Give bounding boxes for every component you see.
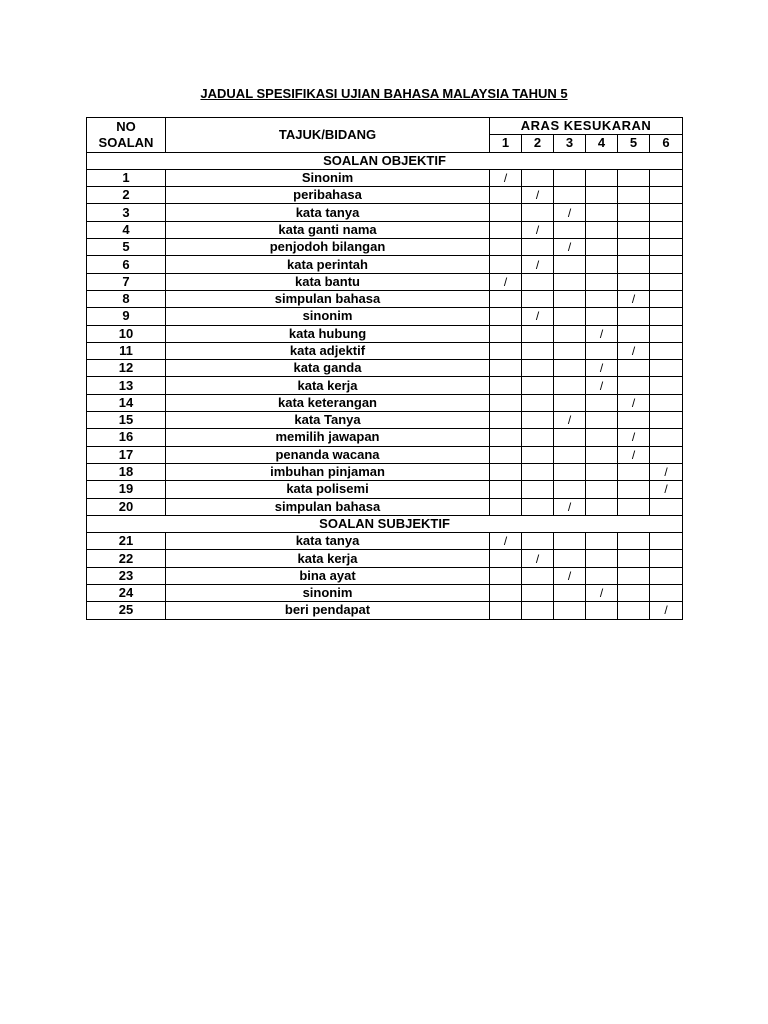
header-level-3: 3 xyxy=(554,135,586,152)
difficulty-cell xyxy=(490,394,522,411)
difficulty-cell xyxy=(650,498,683,515)
difficulty-cell xyxy=(650,169,683,186)
difficulty-cell xyxy=(618,187,650,204)
difficulty-cell xyxy=(522,481,554,498)
difficulty-cell xyxy=(522,567,554,584)
difficulty-cell xyxy=(490,239,522,256)
difficulty-cell xyxy=(650,446,683,463)
difficulty-cell xyxy=(522,273,554,290)
difficulty-cell xyxy=(650,360,683,377)
difficulty-mark: / xyxy=(650,602,683,619)
table-row xyxy=(87,429,683,446)
difficulty-cell xyxy=(490,221,522,238)
difficulty-cell xyxy=(650,377,683,394)
header-no-line2: SOALAN xyxy=(98,134,154,150)
header-level-1: 1 xyxy=(490,135,522,152)
difficulty-cell xyxy=(554,221,586,238)
difficulty-cell xyxy=(490,187,522,204)
difficulty-mark: / xyxy=(618,394,650,411)
question-number: 15 xyxy=(87,412,166,429)
difficulty-cell xyxy=(618,585,650,602)
question-topic: kata Tanya xyxy=(166,412,490,429)
difficulty-cell xyxy=(650,429,683,446)
difficulty-cell xyxy=(490,550,522,567)
question-number: 21 xyxy=(87,533,166,550)
difficulty-cell xyxy=(554,325,586,342)
difficulty-cell xyxy=(586,256,618,273)
difficulty-cell xyxy=(586,412,618,429)
difficulty-cell xyxy=(618,550,650,567)
difficulty-cell xyxy=(522,446,554,463)
difficulty-cell xyxy=(586,308,618,325)
table-row xyxy=(87,204,683,221)
header-level-5: 5 xyxy=(618,135,650,152)
table-row xyxy=(87,187,683,204)
difficulty-cell xyxy=(490,308,522,325)
difficulty-mark: / xyxy=(490,169,522,186)
table-row xyxy=(87,290,683,307)
difficulty-cell xyxy=(554,187,586,204)
table-row xyxy=(87,342,683,359)
question-topic: penjodoh bilangan xyxy=(166,239,490,256)
difficulty-cell xyxy=(490,204,522,221)
table-row xyxy=(87,239,683,256)
difficulty-cell xyxy=(554,446,586,463)
difficulty-cell xyxy=(490,585,522,602)
difficulty-cell xyxy=(490,481,522,498)
table-row xyxy=(87,360,683,377)
difficulty-cell xyxy=(650,567,683,584)
difficulty-cell xyxy=(586,239,618,256)
difficulty-cell xyxy=(522,204,554,221)
difficulty-mark: / xyxy=(522,308,554,325)
difficulty-cell xyxy=(554,533,586,550)
question-number: 12 xyxy=(87,360,166,377)
question-topic: sinonim xyxy=(166,585,490,602)
difficulty-cell xyxy=(618,481,650,498)
table-row xyxy=(87,169,683,186)
difficulty-cell xyxy=(618,256,650,273)
question-topic: kata keterangan xyxy=(166,394,490,411)
difficulty-cell xyxy=(586,290,618,307)
question-topic: kata adjektif xyxy=(166,342,490,359)
difficulty-cell xyxy=(650,187,683,204)
difficulty-mark: / xyxy=(586,377,618,394)
question-topic: bina ayat xyxy=(166,567,490,584)
question-number: 3 xyxy=(87,204,166,221)
difficulty-cell xyxy=(554,342,586,359)
question-number: 1 xyxy=(87,169,166,186)
difficulty-cell xyxy=(586,533,618,550)
difficulty-cell xyxy=(490,567,522,584)
table-row xyxy=(87,533,683,550)
header-level-4: 4 xyxy=(586,135,618,152)
question-topic: kata tanya xyxy=(166,533,490,550)
header-level-6: 6 xyxy=(650,135,683,152)
question-number: 13 xyxy=(87,377,166,394)
page-title: JADUAL SPESIFIKASI UJIAN BAHASA MALAYSIA TAHUN 5 xyxy=(200,86,568,101)
section-title: SOALAN SUBJEKTIF xyxy=(87,515,683,532)
difficulty-cell xyxy=(618,498,650,515)
question-topic: beri pendapat xyxy=(166,602,490,619)
difficulty-cell xyxy=(618,533,650,550)
difficulty-cell xyxy=(618,412,650,429)
difficulty-cell xyxy=(522,377,554,394)
difficulty-cell xyxy=(490,342,522,359)
difficulty-cell xyxy=(522,239,554,256)
difficulty-cell xyxy=(554,550,586,567)
question-number: 8 xyxy=(87,290,166,307)
difficulty-cell xyxy=(650,256,683,273)
difficulty-cell xyxy=(650,550,683,567)
difficulty-cell xyxy=(586,429,618,446)
difficulty-cell xyxy=(586,550,618,567)
difficulty-cell xyxy=(554,585,586,602)
difficulty-cell xyxy=(554,290,586,307)
difficulty-cell xyxy=(586,602,618,619)
header-aras-kesukaran: ARAS KESUKARAN xyxy=(490,118,683,135)
table-row xyxy=(87,325,683,342)
difficulty-mark: / xyxy=(554,412,586,429)
difficulty-cell xyxy=(522,290,554,307)
question-number: 7 xyxy=(87,273,166,290)
table-row xyxy=(87,273,683,290)
question-number: 10 xyxy=(87,325,166,342)
difficulty-cell xyxy=(650,342,683,359)
header-no-line1: NO xyxy=(116,118,136,134)
difficulty-cell xyxy=(618,360,650,377)
difficulty-mark: / xyxy=(554,498,586,515)
difficulty-cell xyxy=(490,463,522,480)
difficulty-cell xyxy=(586,342,618,359)
difficulty-mark: / xyxy=(554,567,586,584)
difficulty-cell xyxy=(490,446,522,463)
question-topic: Sinonim xyxy=(166,169,490,186)
difficulty-mark: / xyxy=(490,533,522,550)
difficulty-mark: / xyxy=(618,342,650,359)
difficulty-cell xyxy=(522,169,554,186)
difficulty-cell xyxy=(618,221,650,238)
difficulty-cell xyxy=(586,169,618,186)
difficulty-cell xyxy=(554,602,586,619)
difficulty-cell xyxy=(650,221,683,238)
difficulty-mark: / xyxy=(618,446,650,463)
difficulty-cell xyxy=(522,412,554,429)
difficulty-cell xyxy=(586,221,618,238)
difficulty-cell xyxy=(618,239,650,256)
table-row xyxy=(87,463,683,480)
specification-table xyxy=(86,117,683,620)
difficulty-cell xyxy=(490,290,522,307)
table-row xyxy=(87,308,683,325)
question-number: 19 xyxy=(87,481,166,498)
difficulty-cell xyxy=(554,463,586,480)
difficulty-mark: / xyxy=(650,481,683,498)
difficulty-cell xyxy=(490,602,522,619)
difficulty-mark: / xyxy=(586,325,618,342)
question-topic: memilih jawapan xyxy=(166,429,490,446)
difficulty-cell xyxy=(586,481,618,498)
difficulty-cell xyxy=(490,360,522,377)
table-row xyxy=(87,377,683,394)
difficulty-cell xyxy=(522,429,554,446)
difficulty-cell xyxy=(618,308,650,325)
difficulty-cell xyxy=(554,169,586,186)
header-no-soalan xyxy=(87,118,166,153)
question-topic: kata perintah xyxy=(166,256,490,273)
section-header-row xyxy=(87,152,683,169)
difficulty-cell xyxy=(554,394,586,411)
difficulty-cell xyxy=(650,325,683,342)
difficulty-cell xyxy=(618,567,650,584)
question-topic: kata ganti nama xyxy=(166,221,490,238)
question-topic: kata bantu xyxy=(166,273,490,290)
question-number: 9 xyxy=(87,308,166,325)
question-number: 16 xyxy=(87,429,166,446)
difficulty-cell xyxy=(554,377,586,394)
difficulty-cell xyxy=(650,585,683,602)
difficulty-cell xyxy=(618,204,650,221)
difficulty-cell xyxy=(522,585,554,602)
question-number: 11 xyxy=(87,342,166,359)
question-number: 22 xyxy=(87,550,166,567)
difficulty-cell xyxy=(586,567,618,584)
difficulty-cell xyxy=(490,412,522,429)
difficulty-cell xyxy=(650,204,683,221)
question-number: 20 xyxy=(87,498,166,515)
difficulty-cell xyxy=(618,169,650,186)
table-row xyxy=(87,567,683,584)
section-title: SOALAN OBJEKTIF xyxy=(87,152,683,169)
difficulty-cell xyxy=(554,429,586,446)
difficulty-cell xyxy=(522,342,554,359)
question-topic: penanda wacana xyxy=(166,446,490,463)
difficulty-cell xyxy=(618,325,650,342)
difficulty-cell xyxy=(554,273,586,290)
difficulty-cell xyxy=(490,429,522,446)
table-row xyxy=(87,256,683,273)
section-header-row xyxy=(87,515,683,532)
header-tajuk-bidang: TAJUK/BIDANG xyxy=(166,118,490,153)
question-topic: kata polisemi xyxy=(166,481,490,498)
difficulty-cell xyxy=(650,412,683,429)
difficulty-cell xyxy=(522,533,554,550)
difficulty-mark: / xyxy=(554,239,586,256)
difficulty-mark: / xyxy=(618,429,650,446)
difficulty-cell xyxy=(522,360,554,377)
difficulty-cell xyxy=(586,204,618,221)
question-number: 25 xyxy=(87,602,166,619)
table-row xyxy=(87,585,683,602)
difficulty-cell xyxy=(650,308,683,325)
difficulty-cell xyxy=(522,602,554,619)
difficulty-cell xyxy=(522,463,554,480)
difficulty-cell xyxy=(650,273,683,290)
question-topic: sinonim xyxy=(166,308,490,325)
question-topic: kata kerja xyxy=(166,550,490,567)
question-topic: kata tanya xyxy=(166,204,490,221)
question-number: 23 xyxy=(87,567,166,584)
difficulty-cell xyxy=(618,377,650,394)
difficulty-cell xyxy=(586,394,618,411)
question-topic: simpulan bahasa xyxy=(166,290,490,307)
question-number: 18 xyxy=(87,463,166,480)
header-level-2: 2 xyxy=(522,135,554,152)
difficulty-cell xyxy=(554,481,586,498)
question-number: 6 xyxy=(87,256,166,273)
question-topic: simpulan bahasa xyxy=(166,498,490,515)
difficulty-cell xyxy=(650,394,683,411)
table-body xyxy=(87,152,683,619)
difficulty-cell xyxy=(522,325,554,342)
table-row xyxy=(87,412,683,429)
difficulty-cell xyxy=(650,290,683,307)
difficulty-cell xyxy=(490,377,522,394)
difficulty-cell xyxy=(618,602,650,619)
table-row xyxy=(87,481,683,498)
question-number: 2 xyxy=(87,187,166,204)
difficulty-cell xyxy=(490,325,522,342)
table-row xyxy=(87,446,683,463)
difficulty-cell xyxy=(554,308,586,325)
question-topic: kata hubung xyxy=(166,325,490,342)
table-row xyxy=(87,602,683,619)
table-row xyxy=(87,394,683,411)
table-row xyxy=(87,498,683,515)
question-number: 17 xyxy=(87,446,166,463)
difficulty-mark: / xyxy=(554,204,586,221)
question-topic: kata ganda xyxy=(166,360,490,377)
difficulty-cell xyxy=(554,360,586,377)
question-number: 24 xyxy=(87,585,166,602)
difficulty-cell xyxy=(490,498,522,515)
difficulty-cell xyxy=(522,394,554,411)
difficulty-cell xyxy=(554,256,586,273)
difficulty-mark: / xyxy=(522,256,554,273)
question-topic: peribahasa xyxy=(166,187,490,204)
difficulty-mark: / xyxy=(522,550,554,567)
difficulty-cell xyxy=(586,498,618,515)
difficulty-mark: / xyxy=(586,585,618,602)
difficulty-cell xyxy=(650,239,683,256)
difficulty-mark: / xyxy=(618,290,650,307)
difficulty-mark: / xyxy=(650,463,683,480)
question-number: 14 xyxy=(87,394,166,411)
difficulty-cell xyxy=(586,273,618,290)
difficulty-mark: / xyxy=(586,360,618,377)
difficulty-mark: / xyxy=(490,273,522,290)
difficulty-cell xyxy=(490,256,522,273)
difficulty-cell xyxy=(522,498,554,515)
difficulty-cell xyxy=(650,533,683,550)
table-row xyxy=(87,221,683,238)
question-topic: imbuhan pinjaman xyxy=(166,463,490,480)
table-row xyxy=(87,550,683,567)
question-topic: kata kerja xyxy=(166,377,490,394)
question-number: 4 xyxy=(87,221,166,238)
difficulty-mark: / xyxy=(522,221,554,238)
difficulty-cell xyxy=(618,463,650,480)
difficulty-cell xyxy=(618,273,650,290)
difficulty-mark: / xyxy=(522,187,554,204)
difficulty-cell xyxy=(586,446,618,463)
difficulty-cell xyxy=(586,463,618,480)
question-number: 5 xyxy=(87,239,166,256)
difficulty-cell xyxy=(586,187,618,204)
